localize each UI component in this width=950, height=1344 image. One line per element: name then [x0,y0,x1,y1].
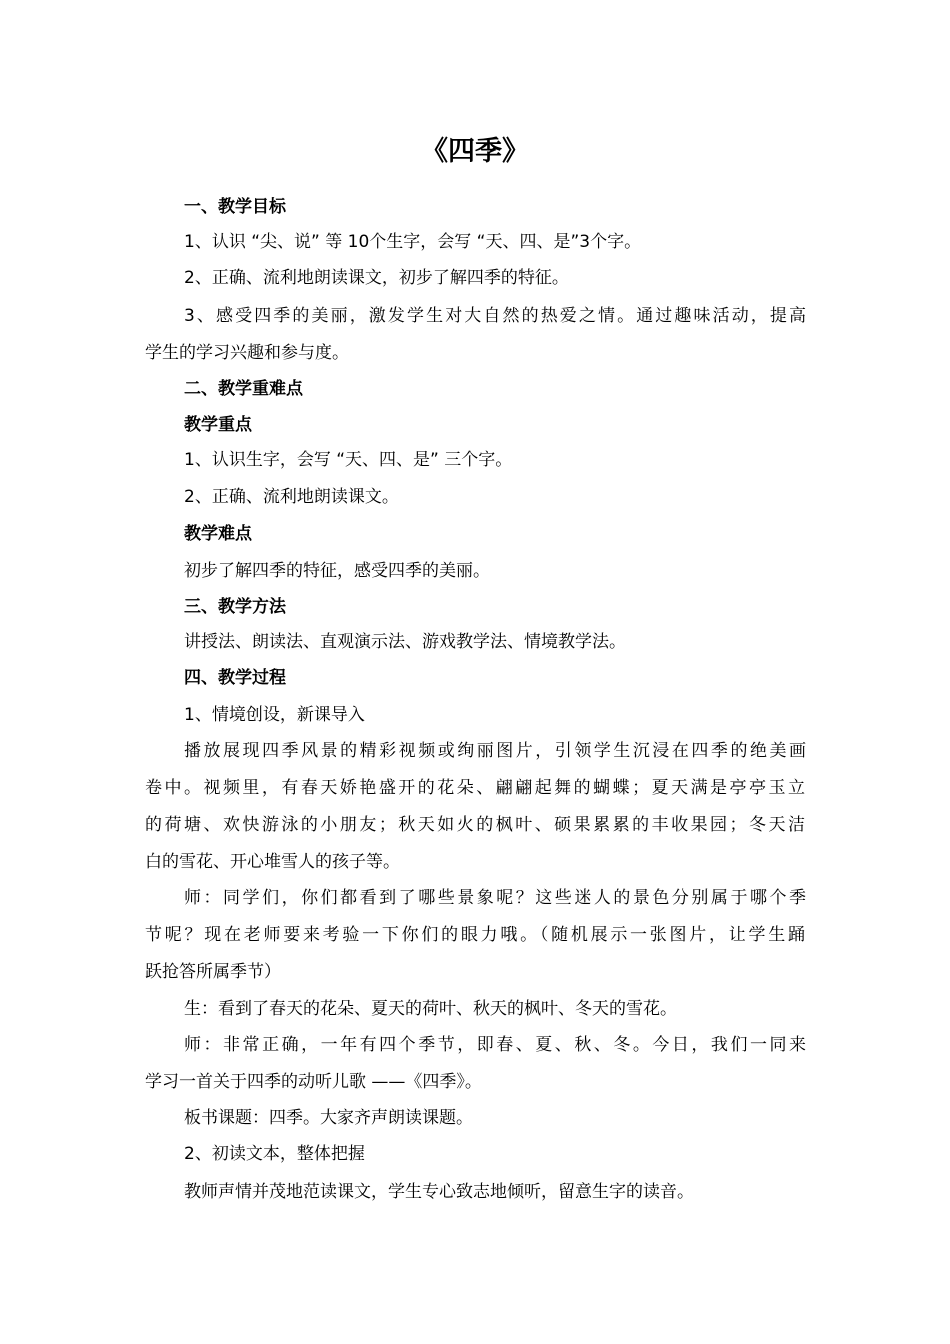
step-heading: 1、情境创设，新课导入 [184,705,365,725]
subheading-difficult-points: 教学难点 [184,524,252,544]
paragraph-line: 师：非常正确，一年有四个季节，即春、夏、秋、冬。今日，我们一同来 [184,1035,806,1055]
paragraph-line: 节呢？现在老师要来考验一下你们的眼力哦。（随机展示一张图片，让学生踊 [145,925,805,945]
step-heading: 2、初读文本，整体把握 [184,1144,365,1164]
paragraph-line: 2、正确、流利地朗读课文。 [184,487,399,507]
paragraph-line: 教师声情并茂地范读课文，学生专心致志地倾听，留意生字的读音。 [184,1182,694,1202]
paragraph-line: 师：同学们，你们都看到了哪些景象呢？这些迷人的景色分别属于哪个季 [184,888,806,908]
paragraph-line: 1、认识生字，会写 “天、四、是” 三个字。 [184,450,513,470]
section-heading-methods: 三、教学方法 [184,597,286,617]
paragraph-line: 1、认识 “尖、说” 等 10个生字，会写 “天、四、是”3个字。 [184,232,642,252]
section-heading-process: 四、教学过程 [184,668,286,688]
paragraph-line: 的荷塘、欢快游泳的小朋友；秋天如火的枫叶、硕果累累的丰收果园；冬天洁 [145,815,805,835]
paragraph-line: 跃抢答所属季节） [145,962,281,982]
document-title: 《四季》 [421,136,529,167]
paragraph-line: 学生的学习兴趣和参与度。 [145,343,349,363]
paragraph-line: 白的雪花、开心堆雪人的孩子等。 [145,852,400,872]
paragraph-line: 生：看到了春天的花朵、夏天的荷叶、秋天的枫叶、冬天的雪花。 [184,999,677,1019]
paragraph-line: 卷中。视频里，有春天娇艳盛开的花朵、翩翩起舞的蝴蝶；夏天满是亭亭玉立 [145,778,805,798]
subheading-key-points: 教学重点 [184,415,252,435]
paragraph-line: 初步了解四季的特征，感受四季的美丽。 [184,561,490,581]
paragraph-line: 2、正确、流利地朗读课文，初步了解四季的特征。 [184,268,569,288]
section-heading-key-difficult: 二、教学重难点 [184,379,303,399]
paragraph-line: 板书课题：四季。大家齐声朗读课题。 [184,1108,473,1128]
paragraph-line: 播放展现四季风景的精彩视频或绚丽图片，引领学生沉浸在四季的绝美画 [184,741,806,761]
section-heading-objectives: 一、教学目标 [184,197,286,217]
paragraph-line: 学习一首关于四季的动听儿歌 ——《四季》。 [145,1072,482,1092]
paragraph-line: 3、感受四季的美丽，激发学生对大自然的热爱之情。通过趣味活动，提高 [184,306,806,326]
paragraph-line: 讲授法、朗读法、直观演示法、游戏教学法、情境教学法。 [184,632,626,652]
